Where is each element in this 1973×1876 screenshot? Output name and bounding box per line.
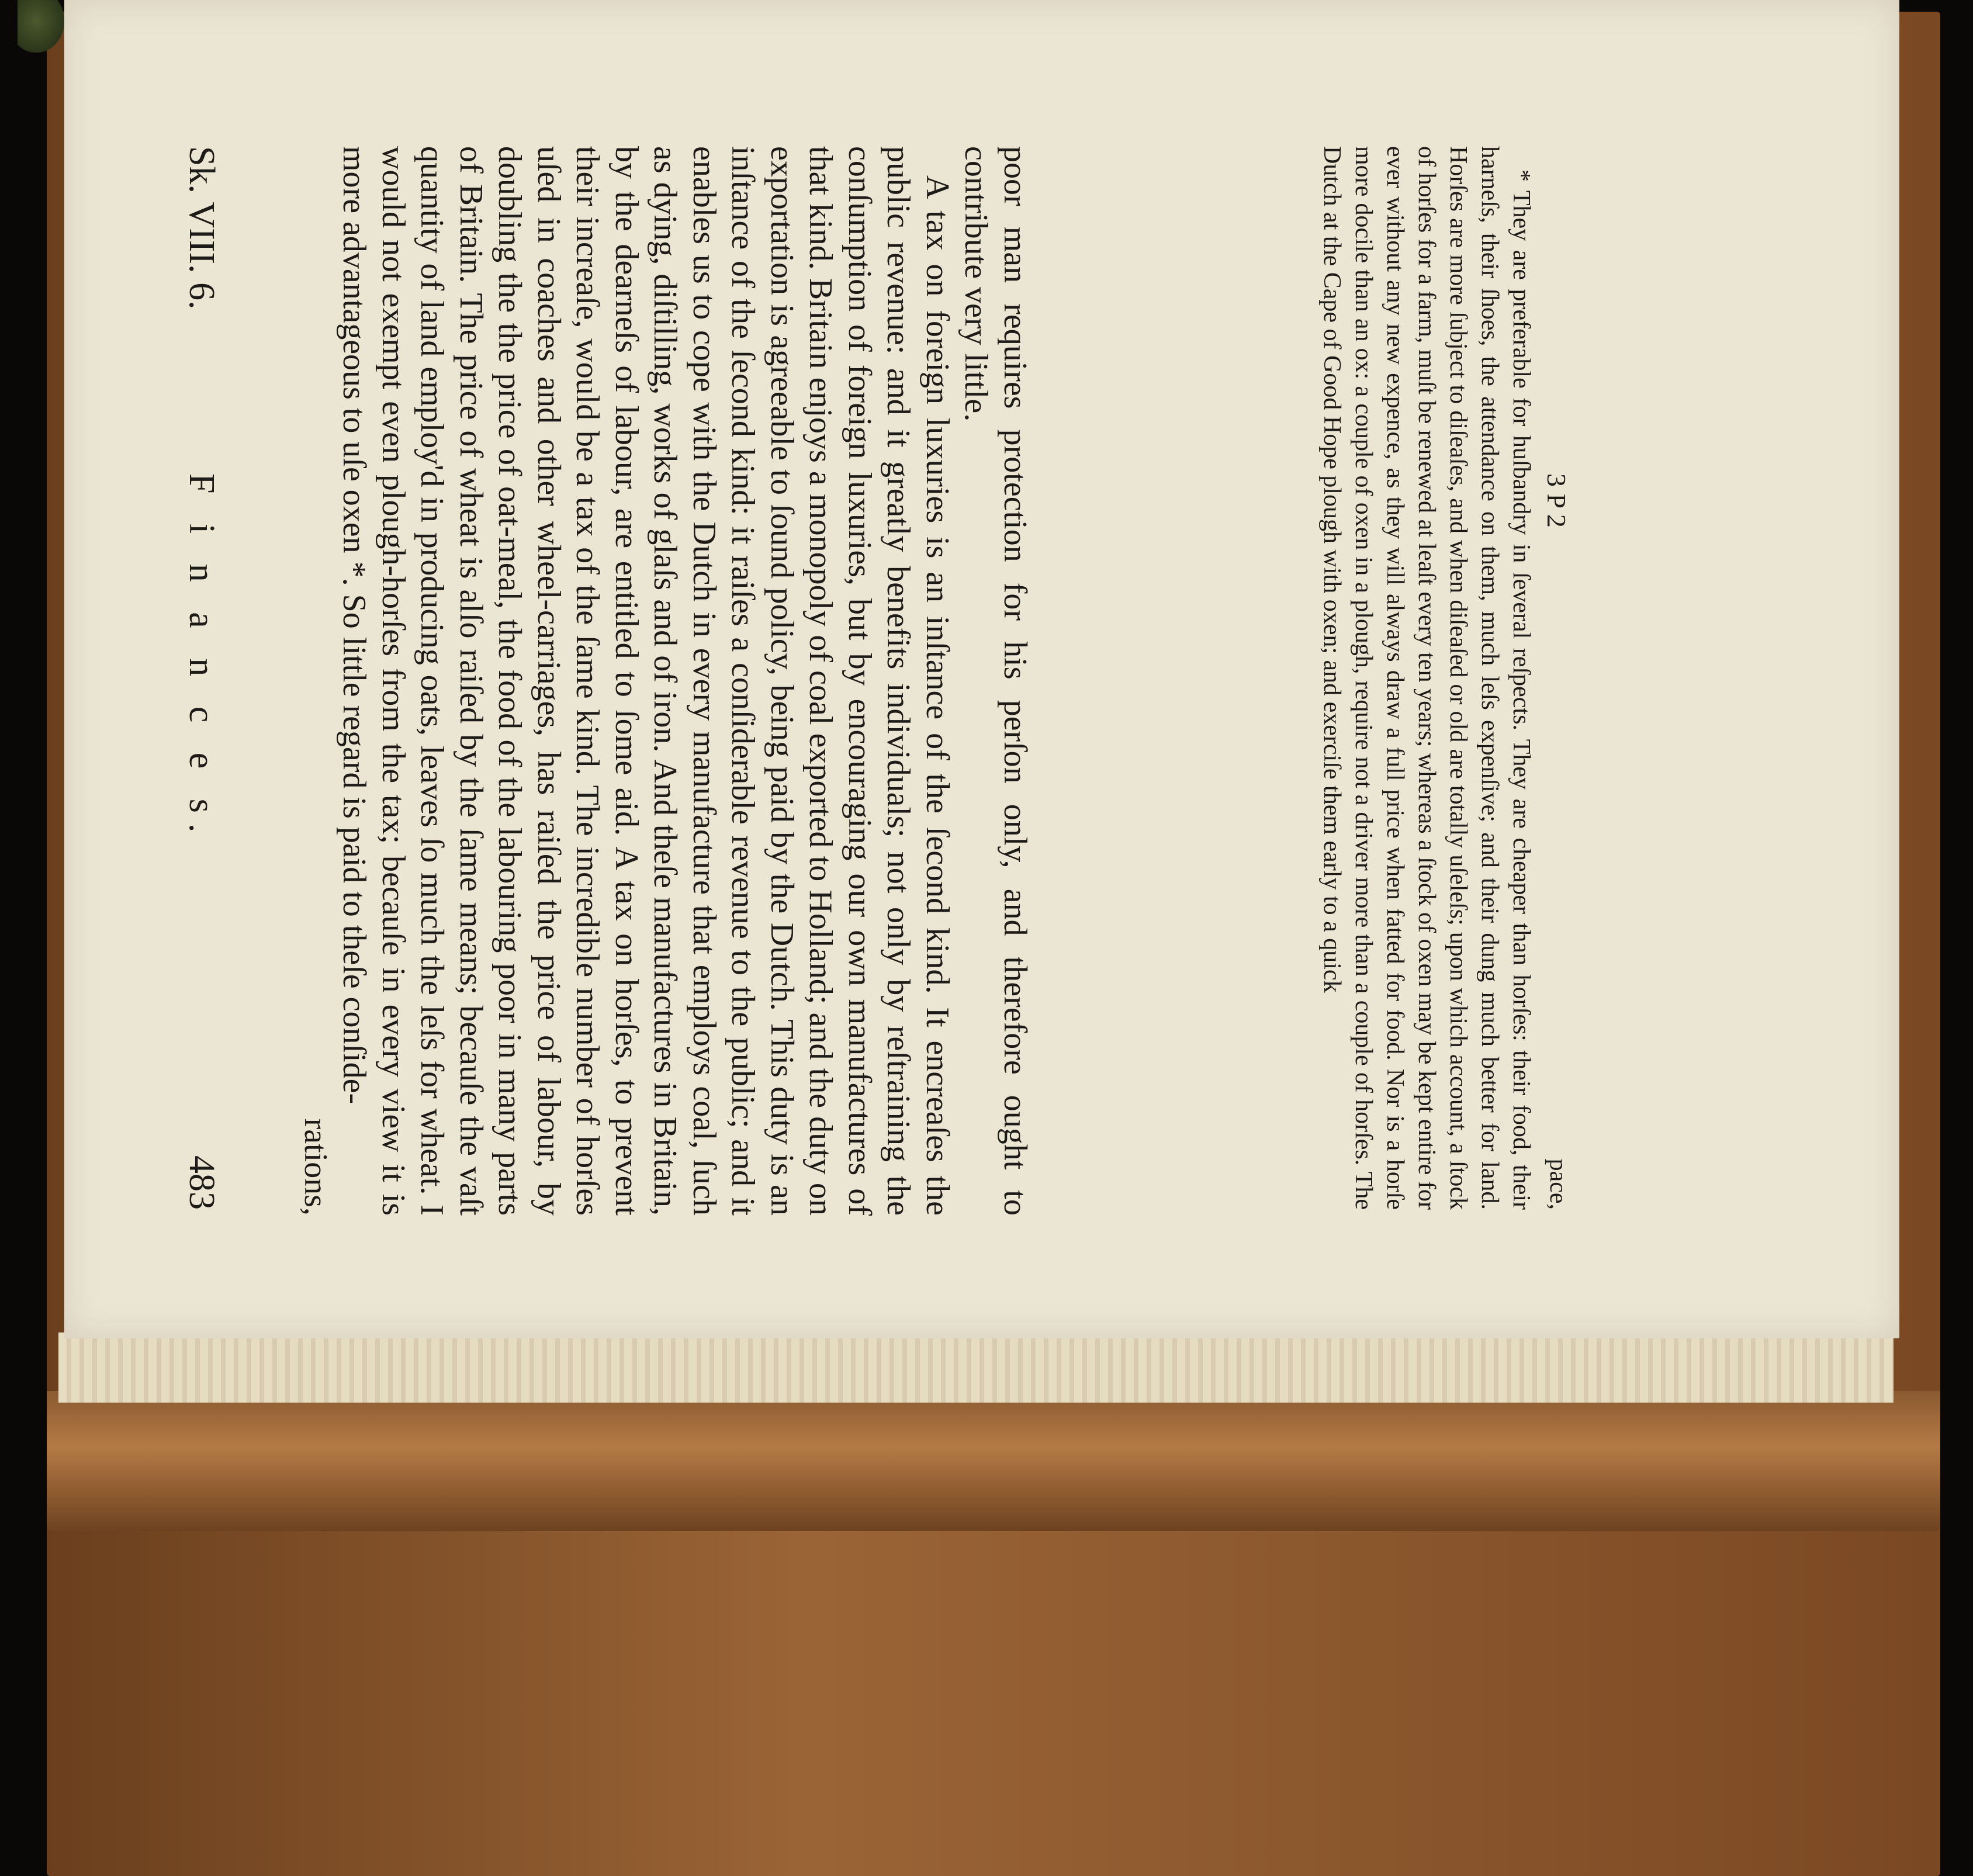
running-header bbox=[169, 146, 222, 1210]
signature-mark: 3 P 2 bbox=[1542, 473, 1572, 528]
page-content bbox=[64, 0, 1899, 1338]
footnote bbox=[1058, 146, 1537, 1210]
book-cover-edge bbox=[47, 1391, 1940, 1531]
running-title: F i n a n c e s. bbox=[182, 473, 221, 843]
body-text bbox=[228, 146, 1034, 1216]
footnote-text: * They are preferable for huſbandry in ſeveral reſpects. They are cheaper than horſes: their food, their harneſs, their ſhoes, the attendance on them, much leſs expenſive; and their dung much better for land. Horſes are more ſubject to diſeaſes, and when diſeaſed or old are totally uſeleſs; upon which account, a ſtock of horſes for a farm, muſt be renewed at leaſt every ten years; whereas a ſtock of oxen may be kept entire for ever without any new expence, as they will always draw a full price when fatted for food. Nor is a horſe more docile than an ox: a couple of oxen in a plough, require not a driver more than a couple of horſes. The Dutch at the Cape of Good Hope plough with oxen; and exerciſe them early to a quick bbox=[1318, 146, 1535, 1210]
page-fore-edge bbox=[58, 1332, 1894, 1403]
page-number: 483 bbox=[182, 1155, 221, 1210]
catchword: pace, bbox=[1545, 1158, 1572, 1210]
paragraph: poor man requires protection for his perſon only, and therefore ought to contribute very little. bbox=[958, 146, 1033, 1216]
paragraph-last-line: rations, bbox=[297, 1118, 334, 1216]
section-label: Sk. VIII. 6. bbox=[182, 146, 221, 310]
leaf-marker bbox=[18, 0, 64, 53]
paragraph: A tax on foreign luxuries is an inſtance of the ſecond kind. It encreaſes the public revenue: and it greatly benefits individuals; not only by reſtraining the conſumption of foreign luxuries, but by encouraging our own manufactures of that kind. Britain enjoys a monopoly of coal exported to Holland; and the duty on exportation is agreeable to ſound policy, being paid by the Dutch. This duty is an inſtance of the ſecond kind: it raiſes a conſiderable revenue to the public; and it enables us to cope with the Dutch in every manufacture that employs coal, ſuch as dying, diſtilling, works of glaſs and of iron. And theſe manufactures in Britain, by the dearneſs of labour, are entitled to ſome aid. A tax on horſes, to prevent their increaſe, would be a tax of the ſame kind. The incredible number of horſes uſed in coaches and other wheel-carriages, has raiſed the price of labour, by doubling the the price of oat-meal, the food of the labouring poor in many parts of Britain. The price of wheat is alſo raiſed by the ſame means; becauſe the vaſt quantity of land employ'd in producing oats, leaves ſo much the leſs for wheat. I would not exempt even plough-horſes from the tax; becauſe in every view it is more advantageous to uſe oxen *. So little regard is paid to theſe conſide- bbox=[336, 146, 956, 1216]
page-footer bbox=[1537, 146, 1572, 1210]
